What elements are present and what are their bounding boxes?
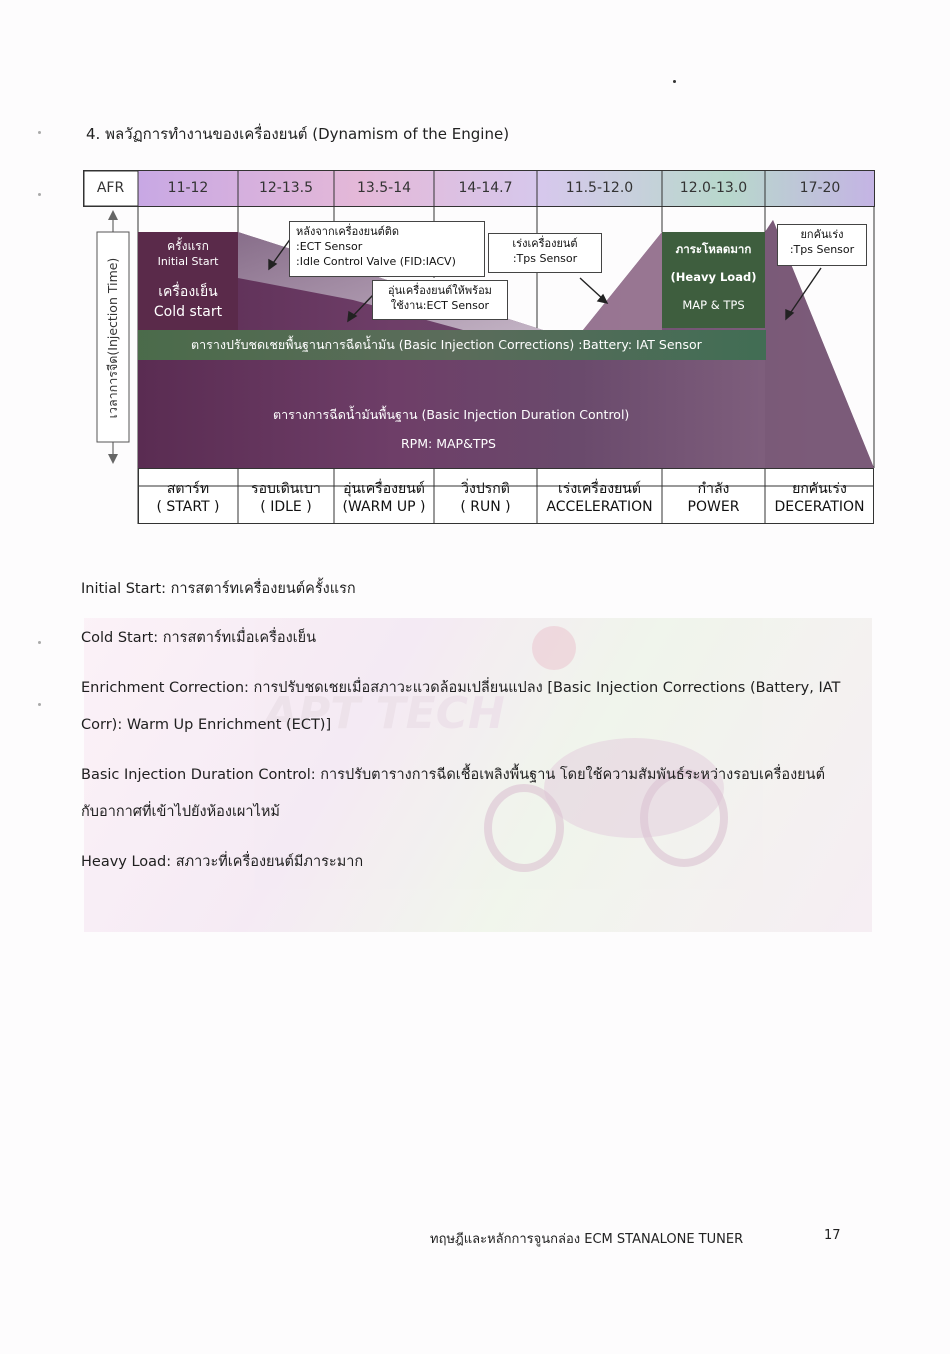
afr-range: 13.5-14 — [356, 180, 412, 196]
initial-start-label — [138, 238, 238, 270]
afr-range: 17-20 — [799, 180, 841, 196]
stage-en: ( START ) — [156, 499, 220, 515]
definition-initial-start: Initial Start: การสตาร์ทเครื่องยนต์ครั้งแรก — [81, 581, 356, 597]
stage-en: (WARM UP ) — [342, 499, 426, 515]
stage-power — [662, 472, 765, 524]
afr-range: 11-12 — [167, 180, 209, 196]
cold-start-label — [138, 282, 238, 322]
stage-start — [138, 472, 238, 524]
callout-warmup — [372, 280, 508, 320]
watermark-logo-text: APT TECH — [264, 688, 505, 739]
scan-mark — [38, 131, 41, 134]
stage-thai: วิ่งปรกติ — [461, 481, 510, 497]
definition-heavy-load: Heavy Load: สภาวะที่เครื่องยนต์มีภาระมาก — [81, 854, 364, 870]
afr-range: 14-14.7 — [458, 180, 513, 196]
stage-thai: อุ่นเครื่องยนต์ — [343, 481, 425, 497]
definition-basic-injection-cont: กับอากาศที่เข้าไปยังห้องเผาไหม้ — [81, 804, 280, 820]
heavy-load-thai: ภาระโหลดมาก — [675, 242, 752, 256]
stage-en: POWER — [687, 499, 740, 515]
cold-start-thai: เครื่องเย็น — [158, 284, 218, 300]
callout-decel-line: ยกคันเร่ง — [800, 228, 844, 241]
stage-en: ( IDLE ) — [260, 499, 312, 515]
scan-mark — [673, 80, 676, 83]
stage-deceleration — [765, 472, 874, 524]
definition-basic-injection: Basic Injection Duration Control: การปรับตารางการฉีดเชื้อเพลิงพื้นฐาน โดยใช้ความสัมพันธ์ระหว่างรอบเครื่องยนต์ — [81, 767, 826, 783]
scan-mark — [38, 193, 41, 196]
basic-injection-label: ตารางการฉีดน้ำมันพื้นฐาน (Basic Injection Duration Control) — [273, 407, 630, 422]
corrections-band-label: ตารางปรับชดเชยพื้นฐานการฉีดน้ำมัน (Basic Injection Corrections) :Battery: IAT Sensor — [191, 337, 702, 352]
page-number: 17 — [824, 1228, 841, 1243]
callout-accel — [488, 233, 602, 273]
stage-thai: กำลัง — [697, 481, 730, 497]
stage-thai: ยกคันเร่ง — [792, 481, 847, 497]
cold-start-en: Cold start — [153, 304, 223, 320]
heavy-load-sensor: MAP & TPS — [682, 298, 745, 312]
callout-idle — [289, 221, 485, 277]
callout-decel — [777, 224, 867, 266]
afr-range: 12-13.5 — [258, 180, 314, 196]
callout-idle-line: หลังจากเครื่องยนต์ติด — [296, 225, 400, 238]
stage-idle — [238, 472, 334, 524]
initial-start-thai: ครั้งแรก — [167, 239, 209, 253]
scan-mark — [38, 641, 41, 644]
callout-decel-line: :Tps Sensor — [789, 243, 855, 256]
callout-idle-line: :ECT Sensor — [296, 240, 363, 253]
initial-start-en: Initial Start — [157, 255, 219, 268]
callout-accel-line: :Tps Sensor — [512, 252, 578, 265]
definition-enrichment-correction: Enrichment Correction: การปรับชดเชยเมื่อสภาวะแวดล้อมเปลี่ยนแปลง [Basic Injection Corrections (Battery, IAT — [81, 680, 841, 696]
stage-en: ACCELERATION — [546, 499, 653, 515]
definition-cold-start: Cold Start: การสตาร์ทเมื่อเครื่องเย็น — [81, 630, 317, 646]
stage-thai: รอบเดินเบา — [251, 481, 321, 497]
stage-row — [138, 472, 874, 524]
scan-mark — [38, 703, 41, 706]
stage-acceleration — [537, 472, 662, 524]
callout-warmup-line: อุ่นเครื่องยนต์ให้พร้อม — [388, 284, 492, 297]
afr-label: AFR — [96, 180, 125, 196]
section-heading: 4. พลวัฏการทำงานของเครื่องยนต์ (Dynamism of the Engine) — [86, 125, 510, 143]
rpm-label: RPM: MAP&TPS — [401, 436, 496, 451]
afr-range: 12.0-13.0 — [679, 180, 748, 196]
stage-thai: เร่งเครื่องยนต์ — [558, 481, 641, 497]
engine-dynamism-chart — [83, 170, 875, 524]
stage-run — [434, 472, 537, 524]
definition-enrichment-correction-cont: Corr): Warm Up Enrichment (ECT)] — [81, 717, 332, 733]
callout-idle-line: :Idle Control Valve (FID:IACV) — [296, 255, 456, 268]
stage-en: DECERATION — [774, 499, 865, 515]
stage-warmup — [334, 472, 434, 524]
injection-time-axis-label: เวลาการจีด(Injection Time) — [105, 257, 120, 419]
stage-thai: สตาร์ท — [166, 481, 210, 497]
callout-warmup-line: ใช้งาน:ECT Sensor — [390, 299, 490, 312]
page-footer: ทฤษฎีและหลักการจูนกล่อง ECM STANALONE TUNER — [430, 1232, 744, 1247]
heavy-load-en: (Heavy Load) — [670, 270, 757, 284]
heavy-load-label — [662, 240, 765, 314]
stage-en: ( RUN ) — [460, 499, 511, 515]
afr-range: 11.5-12.0 — [565, 180, 634, 196]
callout-accel-line: เร่งเครื่องยนต์ — [512, 237, 578, 250]
